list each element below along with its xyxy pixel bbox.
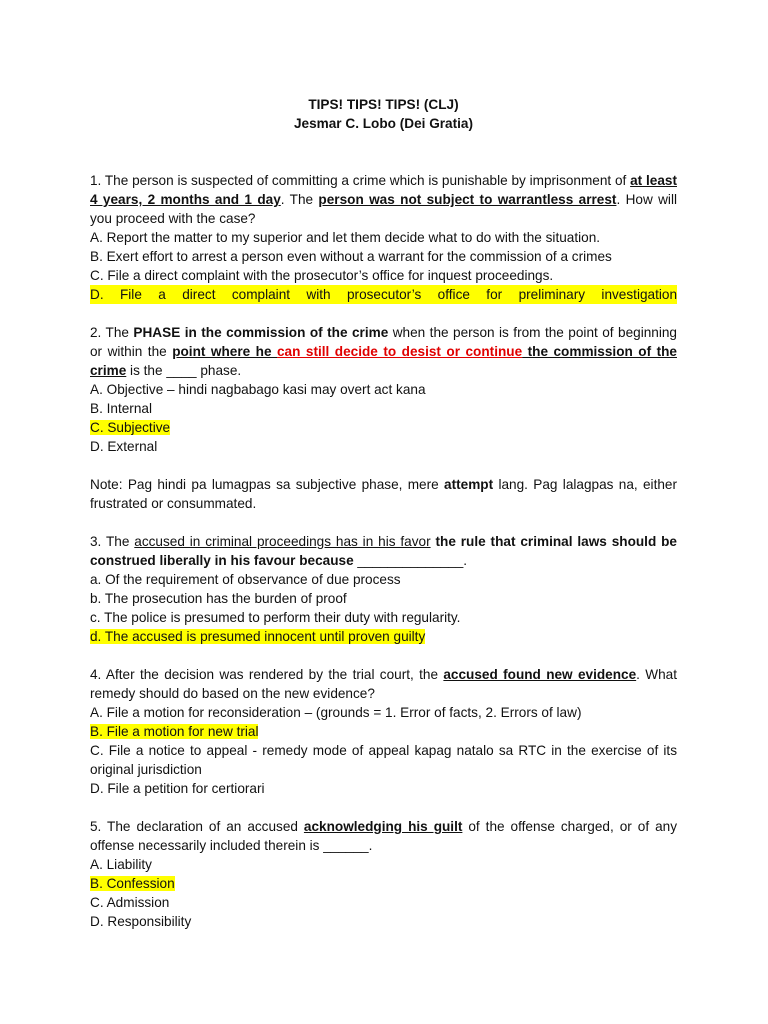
q2-answer-highlight: C. Subjective xyxy=(90,420,171,435)
question-4 xyxy=(90,665,677,798)
q2-emphasis-phase: PHASE in the commission of the crime xyxy=(133,325,389,340)
q1-emphasis-sentence-length: at least 4 years, 2 months and 1 day xyxy=(90,173,677,207)
question-2 xyxy=(90,323,677,456)
q5-option-c: C. Admission xyxy=(90,895,170,910)
q5-text-2: of the offense charged, or of any offense necessarily included therein is ______. xyxy=(90,819,677,853)
q5-option-b-answer xyxy=(90,874,677,893)
q1-text-2: . The xyxy=(280,192,319,207)
q1-option-b: B. Exert effort to arrest a person even without a warrant for the commission of a crimes xyxy=(90,249,612,264)
q4-text-1: 4. After the decision was rendered by the trial court, the xyxy=(90,667,444,682)
note-text-2: lang. Pag lalagpas na, either frustrated or consummated. xyxy=(90,477,678,511)
note-emphasis-attempt: attempt xyxy=(444,477,494,492)
question-1 xyxy=(90,171,677,304)
q3-option-d-answer xyxy=(90,627,677,646)
q2-option-d: D. External xyxy=(90,439,158,454)
q2-option-c-answer xyxy=(90,418,677,437)
q3-blank: ______________. xyxy=(353,553,468,568)
note-paragraph xyxy=(90,475,677,513)
spacer xyxy=(90,152,677,171)
q4-text-2: . What remedy should do based on the new evidence? xyxy=(90,667,677,701)
question-1-stem xyxy=(90,171,677,228)
spacer xyxy=(90,304,677,323)
note-text-1: Note: Pag hindi pa lumagpas sa subjective phase, mere xyxy=(90,477,445,492)
question-2-stem xyxy=(90,323,677,380)
q3-underline-favor: accused in criminal proceedings has in his favor xyxy=(134,534,431,549)
q4-answer-highlight: B. File a motion for new trial xyxy=(90,724,259,739)
question-3-stem xyxy=(90,532,677,570)
q4-option-d: D. File a petition for certiorari xyxy=(90,781,265,796)
question-3 xyxy=(90,532,677,646)
spacer xyxy=(90,798,677,817)
q2-emphasis-point: point where he xyxy=(172,344,277,359)
spacer xyxy=(90,646,677,665)
q5-option-d: D. Responsibility xyxy=(90,914,192,929)
q3-option-b: b. The prosecution has the burden of proof xyxy=(90,591,347,606)
q1-option-d-answer: D. File a direct complaint with prosecutor’s office for preliminary investigation xyxy=(90,287,677,302)
q2-option-b: B. Internal xyxy=(90,401,152,416)
document-author: Jesmar C. Lobo (Dei Gratia) xyxy=(293,116,474,131)
q2-emphasis-commission: the commission of the crime xyxy=(90,344,677,378)
question-4-stem xyxy=(90,665,677,703)
q4-option-c: C. File a notice to appeal - remedy mode of appeal kapag natalo sa RTC in the exercise of its original jurisdiction xyxy=(90,743,677,777)
q4-emphasis-new-evidence: accused found new evidence xyxy=(443,667,637,682)
question-5 xyxy=(90,817,677,931)
question-5-stem xyxy=(90,817,677,855)
q2-text-1: 2. The xyxy=(90,325,134,340)
spacer xyxy=(90,133,677,152)
q3-option-c: c. The police is presumed to perform their duty with regularity. xyxy=(90,610,461,625)
document-header xyxy=(90,95,677,133)
q3-option-a: a. Of the requirement of observance of due process xyxy=(90,572,401,587)
q5-option-a: A. Liability xyxy=(90,857,152,872)
document-title: TIPS! TIPS! TIPS! (CLJ) xyxy=(308,97,459,112)
q4-option-b-answer xyxy=(90,722,677,741)
q1-emphasis-no-arrest: person was not subject to warrantless arrest xyxy=(318,192,617,207)
spacer xyxy=(90,513,677,532)
q5-emphasis-guilt: acknowledging his guilt xyxy=(303,819,463,834)
q3-text-1: 3. The xyxy=(90,534,135,549)
q2-emphasis-desist: can still decide to desist or continue xyxy=(277,344,523,359)
q1-option-a: A. Report the matter to my superior and let them decide what to do with the situation. xyxy=(90,230,601,245)
q5-answer-highlight: B. Confession xyxy=(90,876,175,891)
q4-option-a: A. File a motion for reconsideration – (grounds = 1. Error of facts, 2. Errors of law) xyxy=(90,705,582,720)
q1-text-3: . How will you proceed with the case? xyxy=(90,192,677,226)
q5-text-1: 5. The declaration of an accused xyxy=(90,819,304,834)
q2-text-2: when the person is from the point of beginning or within the xyxy=(90,325,677,359)
q3-answer-highlight: d. The accused is presumed innocent until proven guilty xyxy=(90,629,426,644)
q2-option-a: A. Objective – hindi nagbabago kasi may overt act kana xyxy=(90,382,426,397)
spacer xyxy=(90,456,677,475)
q1-option-c: C. File a direct complaint with the prosecutor’s office for inquest proceedings. xyxy=(90,268,554,283)
q3-emphasis-rule: the rule that criminal laws should be construed liberally in his favour because xyxy=(90,534,677,568)
q2-text-3: is the ____ phase. xyxy=(126,363,242,378)
q1-text-1: 1. The person is suspected of committing a crime which is punishable by imprisonment of xyxy=(90,173,631,188)
